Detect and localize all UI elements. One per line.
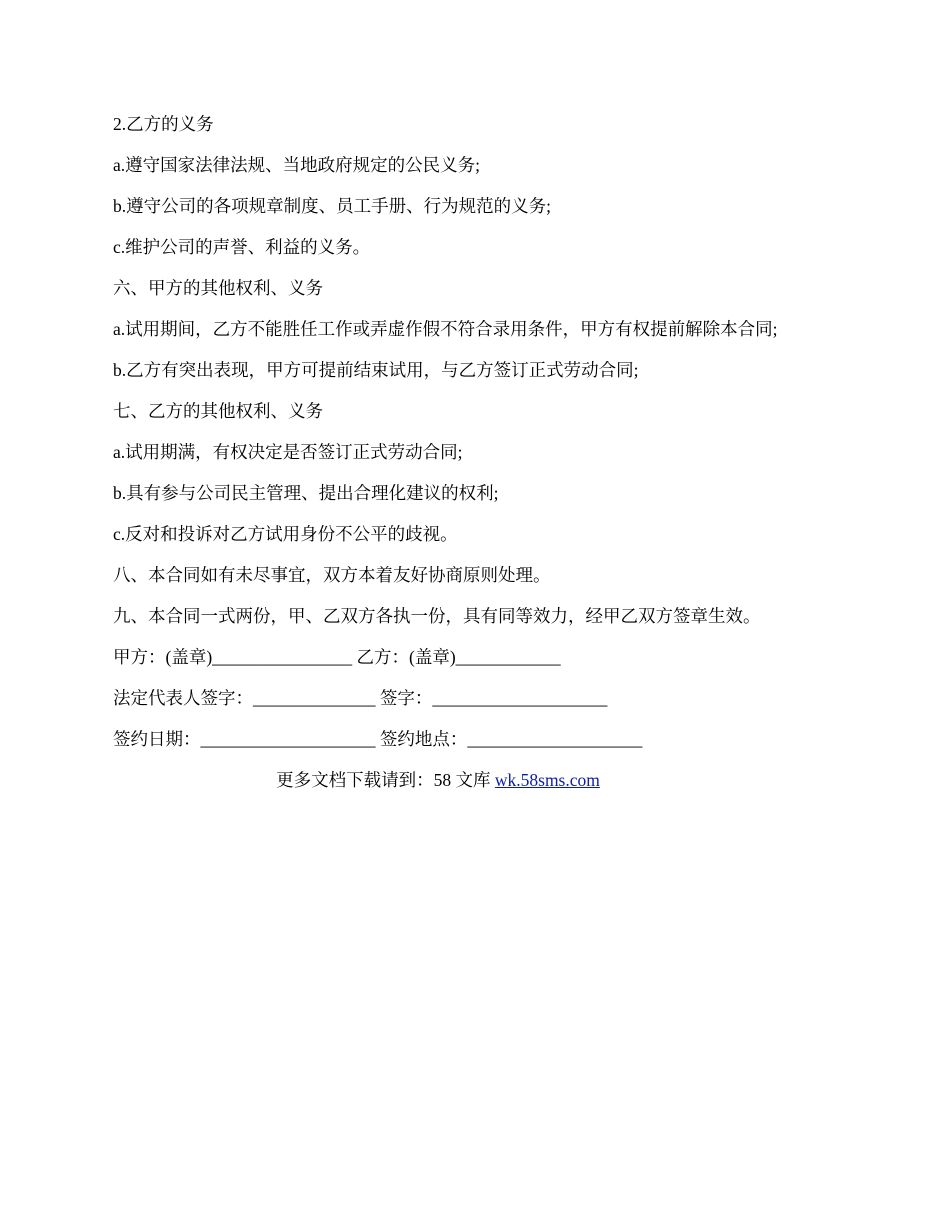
section-heading-unresolved-matters: 八、本合同如有未尽事宜，双方本着友好协商原则处理。 [113,565,551,585]
clause-text: a.试用期满，有权决定是否签订正式劳动合同; [113,442,463,462]
section-heading-copies: 九、本合同一式两份，甲、乙双方各执一份，具有同等效力，经甲乙双方签章生效。 [113,606,761,626]
footer-link[interactable]: wk.58sms.com [494,770,600,790]
clause-text: c.维护公司的声誉、利益的义务。 [113,237,371,257]
signature-representative-line: 法定代表人签字：______________ 签字：____________________ [113,688,608,708]
signature-date-place-line: 签约日期：____________________ 签约地点：____________________ [113,729,643,749]
document-body [113,111,843,808]
clause-text: c.反对和投诉对乙方试用身份不公平的歧视。 [113,524,458,544]
clause-text: a.试用期间，乙方不能胜任工作或弄虚作假不符合录用条件，甲方有权提前解除本合同; [113,319,778,339]
section-heading-party-b-obligations: 2.乙方的义务 [113,114,214,134]
footer-text: 更多文档下载请到：58 文库 [276,770,495,790]
clause-text: b.乙方有突出表现，甲方可提前结束试用，与乙方签订正式劳动合同; [113,360,639,380]
clause-text: a.遵守国家法律法规、当地政府规定的公民义务; [113,155,481,175]
clause-text: b.具有参与公司民主管理、提出合理化建议的权利; [113,483,499,503]
signature-seal-line: 甲方：(盖章)________________ 乙方：(盖章)____________ [113,647,561,667]
footer-download-note [73,767,803,793]
clause-text: b.遵守公司的各项规章制度、员工手册、行为规范的义务; [113,196,551,216]
section-heading-party-a-other-rights: 六、甲方的其他权利、义务 [113,278,323,298]
section-heading-party-b-other-rights: 七、乙方的其他权利、义务 [113,401,323,421]
